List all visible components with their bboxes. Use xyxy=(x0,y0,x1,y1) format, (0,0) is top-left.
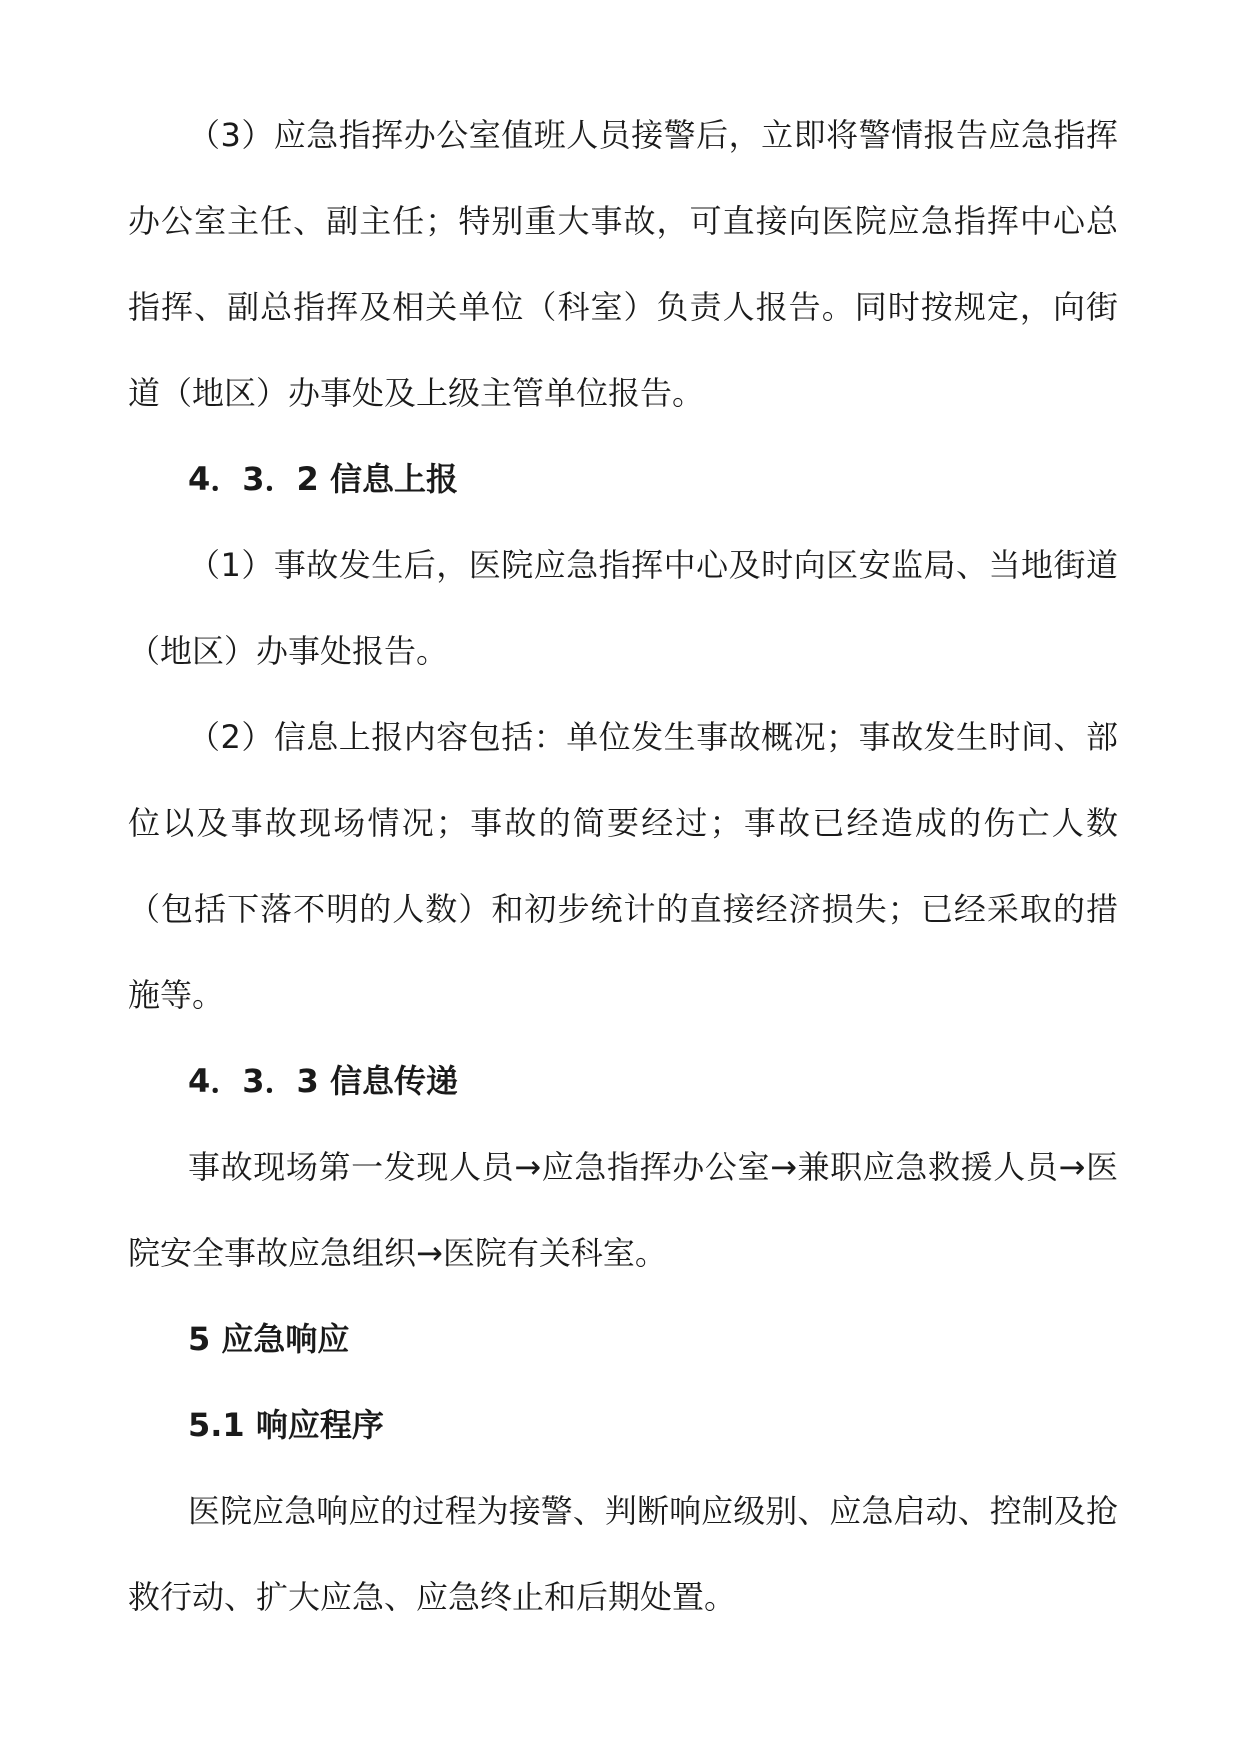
heading-4-3-3: 4．3．3 信息传递 xyxy=(188,1062,458,1100)
paragraph-alarm-report: （3）应急指挥办公室值班人员接警后，立即将警情报告应急指挥办公室主任、副主任；特别重大事故，可直接向医院应急指挥中心总指挥、副总指挥及相关单位（科室）负责人报告。同时按规定，向街道（地区）办事处及上级主管单位报告。 xyxy=(128,116,1118,412)
document-body xyxy=(128,92,1118,1640)
paragraph-report-after-accident: （1）事故发生后，医院应急指挥中心及时向区安监局、当地街道（地区）办事处报告。 xyxy=(128,546,1118,670)
heading-4-3-2: 4．3．2 信息上报 xyxy=(188,460,458,498)
heading-5: 5 应急响应 xyxy=(188,1320,350,1358)
paragraph-response-process: 医院应急响应的过程为接警、判断响应级别、应急启动、控制及抢救行动、扩大应急、应急终止和后期处置。 xyxy=(128,1492,1118,1616)
paragraph-report-contents: （2）信息上报内容包括：单位发生事故概况；事故发生时间、部位以及事故现场情况；事故的简要经过；事故已经造成的伤亡人数（包括下落不明的人数）和初步统计的直接经济损失；已经采取的措施等。 xyxy=(128,718,1118,1014)
heading-5-1: 5.1 响应程序 xyxy=(188,1406,384,1444)
paragraph-information-chain: 事故现场第一发现人员→应急指挥办公室→兼职应急救援人员→医院安全事故应急组织→医院有关科室。 xyxy=(128,1148,1118,1272)
